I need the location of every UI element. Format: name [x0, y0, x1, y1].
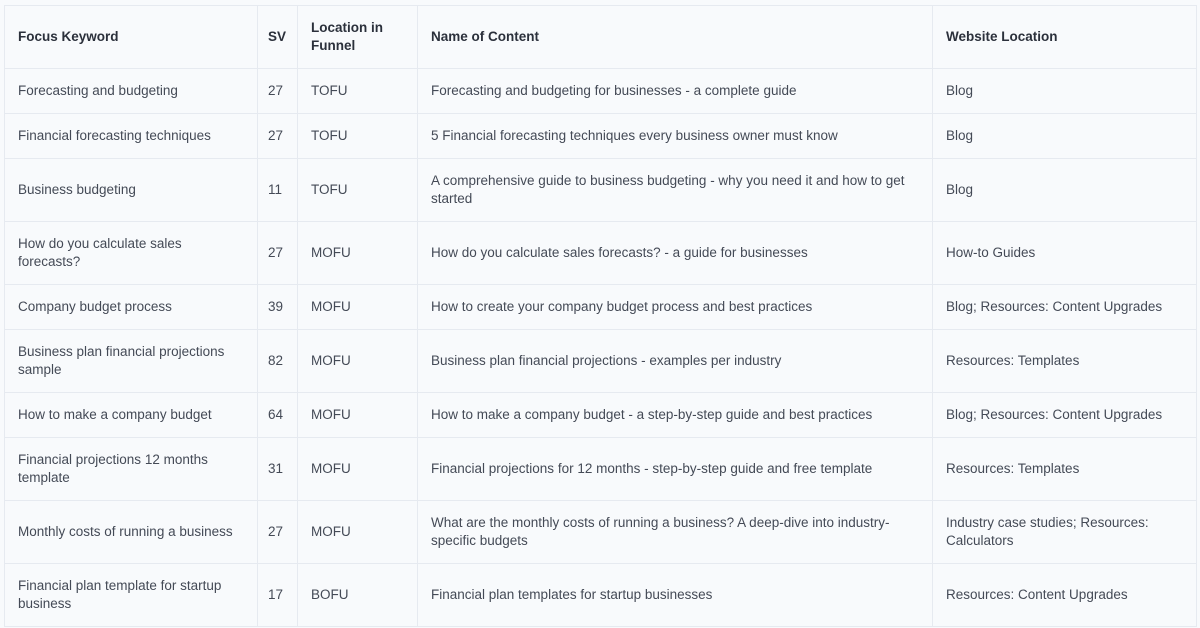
cell-funnel-stage: MOFU	[298, 285, 418, 330]
header-row	[5, 6, 1197, 69]
cell-content-name: Forecasting and budgeting for businesses - a complete guide	[418, 69, 933, 114]
cell-website-location: Resources: Templates	[933, 438, 1197, 501]
cell-focus-keyword: Business plan financial projections sample	[5, 330, 258, 393]
table-row	[5, 564, 1197, 627]
cell-funnel-stage: TOFU	[298, 159, 418, 222]
cell-content-name: Financial plan templates for startup businesses	[418, 564, 933, 627]
cell-website-location: Resources: Content Upgrades	[933, 564, 1197, 627]
cell-website-location: Resources: Templates	[933, 330, 1197, 393]
cell-content-name: Financial projections for 12 months - step-by-step guide and free template	[418, 438, 933, 501]
cell-focus-keyword: Financial plan template for startup business	[5, 564, 258, 627]
cell-website-location: Blog	[933, 114, 1197, 159]
header-sv: SV	[258, 6, 298, 69]
cell-content-name: How to make a company budget - a step-by-step guide and best practices	[418, 393, 933, 438]
cell-website-location: How-to Guides	[933, 222, 1197, 285]
cell-funnel-stage: MOFU	[298, 393, 418, 438]
cell-focus-keyword: Financial projections 12 months template	[5, 438, 258, 501]
cell-funnel-stage: MOFU	[298, 501, 418, 564]
header-website-location: Website Location	[933, 6, 1197, 69]
cell-sv: 27	[258, 69, 298, 114]
cell-content-name: A comprehensive guide to business budgeting - why you need it and how to get started	[418, 159, 933, 222]
cell-website-location: Blog	[933, 69, 1197, 114]
cell-sv: 11	[258, 159, 298, 222]
cell-content-name: 5 Financial forecasting techniques every business owner must know	[418, 114, 933, 159]
cell-sv: 64	[258, 393, 298, 438]
table-row	[5, 159, 1197, 222]
cell-content-name: Business plan financial projections - examples per industry	[418, 330, 933, 393]
cell-website-location: Industry case studies; Resources: Calculators	[933, 501, 1197, 564]
cell-sv: 39	[258, 285, 298, 330]
cell-focus-keyword: Forecasting and budgeting	[5, 69, 258, 114]
cell-sv: 17	[258, 564, 298, 627]
cell-funnel-stage: MOFU	[298, 438, 418, 501]
cell-funnel-stage: MOFU	[298, 330, 418, 393]
cell-website-location: Blog	[933, 159, 1197, 222]
cell-content-name: What are the monthly costs of running a business? A deep-dive into industry-specific budgets	[418, 501, 933, 564]
cell-funnel-stage: TOFU	[298, 69, 418, 114]
cell-funnel-stage: TOFU	[298, 114, 418, 159]
table-row	[5, 330, 1197, 393]
cell-focus-keyword: Business budgeting	[5, 159, 258, 222]
cell-focus-keyword: How do you calculate sales forecasts?	[5, 222, 258, 285]
cell-website-location: Blog; Resources: Content Upgrades	[933, 285, 1197, 330]
table-row	[5, 393, 1197, 438]
header-name-of-content: Name of Content	[418, 6, 933, 69]
table-row	[5, 222, 1197, 285]
cell-sv: 27	[258, 501, 298, 564]
header-focus-keyword: Focus Keyword	[5, 6, 258, 69]
cell-focus-keyword: Company budget process	[5, 285, 258, 330]
cell-sv: 27	[258, 114, 298, 159]
header-location-in-funnel: Location in Funnel	[298, 6, 418, 69]
cell-funnel-stage: MOFU	[298, 222, 418, 285]
cell-funnel-stage: BOFU	[298, 564, 418, 627]
cell-website-location: Blog; Resources: Content Upgrades	[933, 393, 1197, 438]
cell-focus-keyword: How to make a company budget	[5, 393, 258, 438]
content-plan-table	[4, 5, 1197, 627]
cell-focus-keyword: Financial forecasting techniques	[5, 114, 258, 159]
content-plan-table-container	[4, 5, 1196, 627]
table-row	[5, 501, 1197, 564]
cell-sv: 27	[258, 222, 298, 285]
table-row	[5, 69, 1197, 114]
cell-content-name: How do you calculate sales forecasts? - a guide for businesses	[418, 222, 933, 285]
table-row	[5, 114, 1197, 159]
cell-sv: 82	[258, 330, 298, 393]
cell-focus-keyword: Monthly costs of running a business	[5, 501, 258, 564]
cell-content-name: How to create your company budget process and best practices	[418, 285, 933, 330]
table-row	[5, 438, 1197, 501]
table-row	[5, 285, 1197, 330]
cell-sv: 31	[258, 438, 298, 501]
